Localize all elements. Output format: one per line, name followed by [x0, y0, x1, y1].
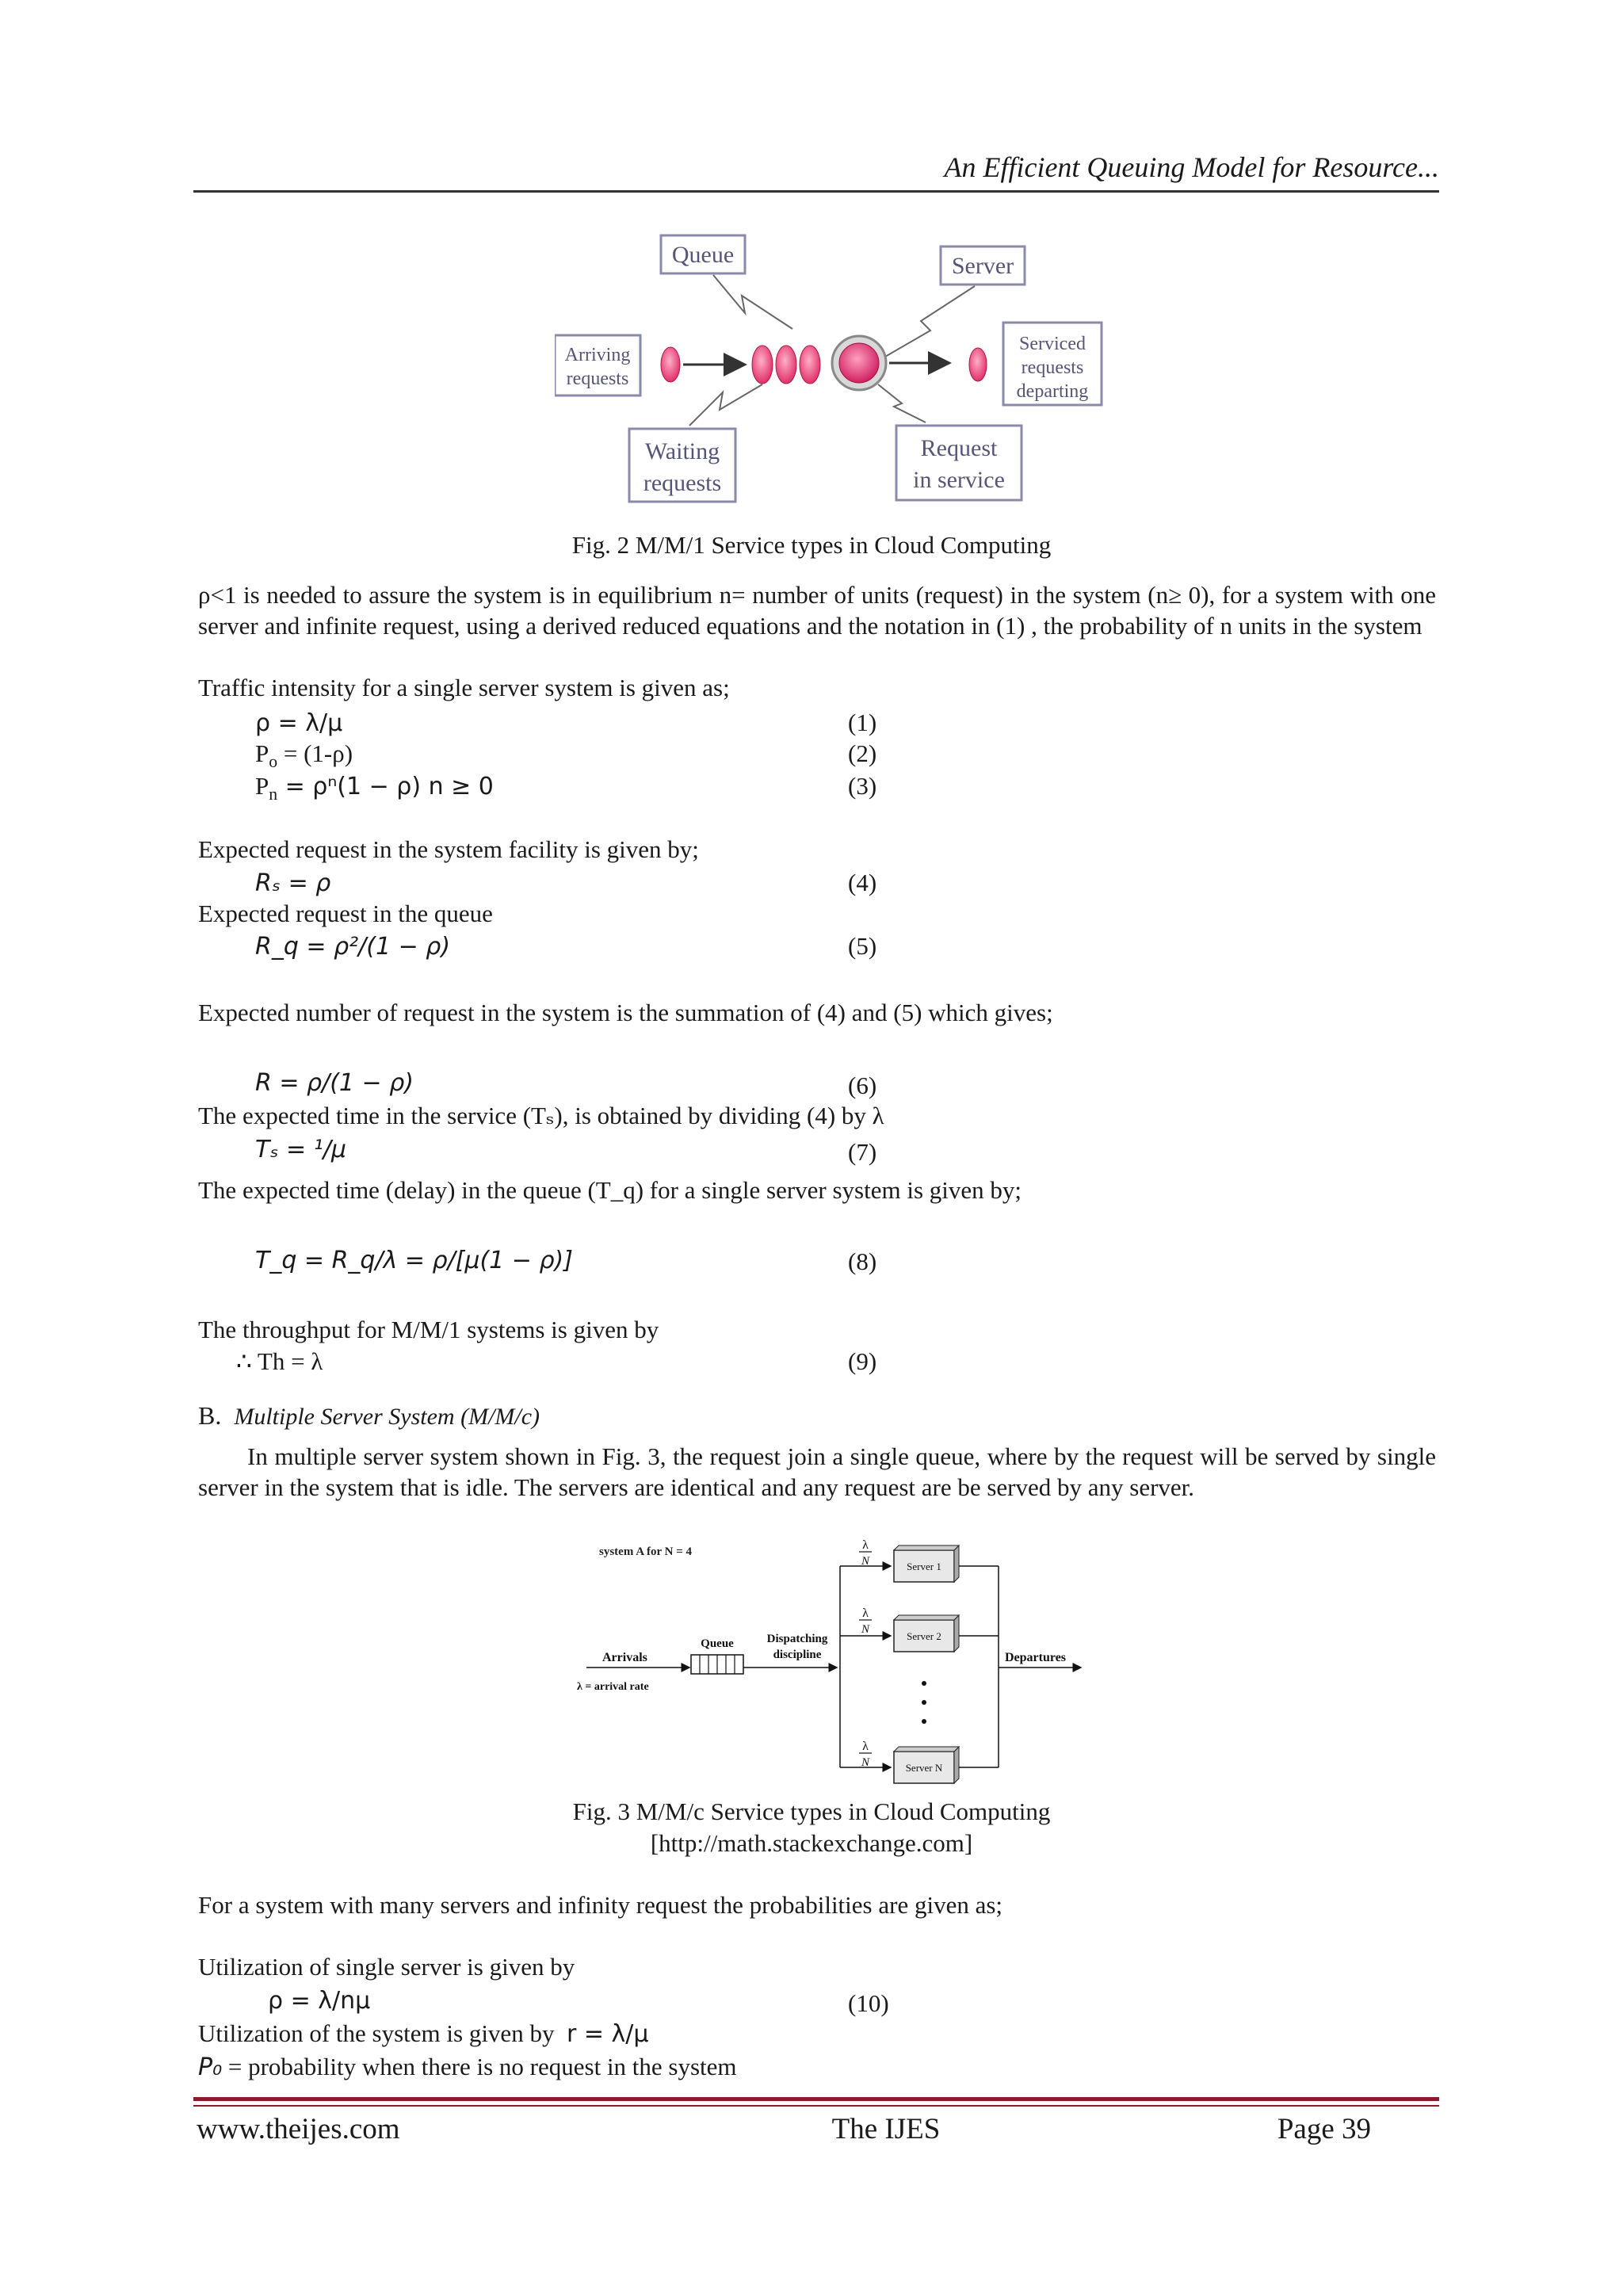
server-n-label: Server N — [905, 1762, 943, 1774]
header-rule — [193, 190, 1439, 193]
serviced-label-3: departing — [1016, 381, 1089, 402]
queued-request-2 — [776, 346, 796, 384]
eq5-number: (5) — [848, 932, 877, 960]
time-service-text: The expected time in the service (Tₛ), is obtained by dividing (4) by λ — [198, 1102, 884, 1129]
eq8: T_q = R_q/λ = ρ/[μ(1 − ρ)] — [255, 1247, 573, 1274]
footer-website: www.theijes.com — [197, 2113, 400, 2145]
expected-queue-text: Expected request in the queue — [198, 900, 493, 927]
server-2-label: Server 2 — [907, 1630, 941, 1642]
fig2-mm1-diagram — [555, 226, 1125, 519]
fig3-caption-2: [http://math.stackexchange.com] — [650, 1829, 973, 1857]
waiting-label-1: Waiting — [644, 438, 720, 464]
server-label: Server — [951, 253, 1014, 279]
eq9: ∴ Th = λ — [236, 1347, 323, 1375]
inservice-label-1: Request — [920, 435, 998, 461]
util-single-text: Utilization of single server is given by — [198, 1953, 575, 1981]
eq2-number: (2) — [848, 739, 877, 767]
rate-n-num: λ — [862, 1740, 869, 1753]
waiting-label-2: requests — [643, 470, 722, 496]
footer-rule-thick — [193, 2097, 1439, 2101]
eq5: R_q = ρ²/(1 − ρ) — [255, 933, 451, 961]
eq3: $P_n = \rho^n(1 - \rho) n \ge 0$ — [255, 772, 494, 804]
para-equilibrium: ρ<1 is needed to assure the system is in equilibrium n= number of units (request) in the system (n≥ 0), for a system with one server and infinite request, using a derived reduced equations and the notation in (1) , the probability of n units in the system — [198, 581, 1436, 640]
system-label: system A for N = 4 — [599, 1545, 693, 1558]
util-system-line: Utilization of the system is given by r = λ/μ — [198, 2019, 649, 2048]
expected-number-text: Expected number of request in the system is the summation of (4) and (5) which gives; — [198, 999, 1053, 1026]
eq4: Rₛ = ρ — [255, 869, 331, 897]
footer-rule-thin — [193, 2105, 1439, 2107]
section-b-heading: B. Multiple Server System (M/M/c) — [198, 1401, 540, 1430]
dispatch-label-2: discipline — [773, 1648, 822, 1661]
rate-2-den: N — [861, 1623, 870, 1636]
server-node — [839, 343, 879, 383]
footer-journal: The IJES — [831, 2113, 941, 2145]
fig3-caption-1: Fig. 3 M/M/c Service types in Cloud Computing — [572, 1797, 1051, 1825]
para-multiple-server: In multiple server system shown in Fig. 3, the request join a single queue, where by the request will be served by single server in the system that is idle. The servers are identical and any request are be served by any server. — [198, 1442, 1436, 1501]
ellipsis-dot-2 — [922, 1700, 926, 1705]
serviced-label-2: requests — [1021, 357, 1084, 378]
eq4-number: (4) — [848, 869, 877, 896]
rate-n-den: N — [861, 1756, 870, 1769]
time-queue-text: The expected time (delay) in the queue (T_q) for a single server system is given by; — [198, 1176, 1022, 1204]
eq3-number: (3) — [848, 772, 877, 800]
dispatch-label-1: Dispatching — [766, 1633, 828, 1645]
eq10: ρ = λ/nμ — [268, 1987, 371, 2015]
ellipsis-dot-1 — [922, 1681, 926, 1686]
arriving-label-1: Arriving — [564, 345, 631, 365]
eq1-number: (1) — [848, 709, 877, 736]
throughput-text: The throughput for M/M/1 systems is given by — [198, 1316, 659, 1343]
queued-request-3 — [800, 346, 820, 384]
fig3-mmc-diagram — [571, 1528, 1094, 1790]
inservice-pointer — [878, 384, 926, 422]
fig2-caption: Fig. 2 M/M/1 Service types in Cloud Computing — [571, 531, 1052, 559]
server-1-label: Server 1 — [907, 1561, 941, 1572]
arriving-label-2: requests — [566, 369, 629, 389]
footer-page-number: Page 39 — [1277, 2113, 1371, 2145]
serviced-label-1: Serviced — [1019, 334, 1086, 354]
arrival-rate-label: λ = arrival rate — [577, 1681, 649, 1693]
queue-pointer — [713, 275, 792, 329]
traffic-intensity-text: Traffic intensity for a single server system is given as; — [198, 674, 730, 701]
expected-facility-text: Expected request in the system facility is given by; — [198, 835, 699, 863]
eq8-number: (8) — [848, 1247, 877, 1275]
queue-label-fig3: Queue — [701, 1637, 734, 1650]
eq7-number: (7) — [848, 1138, 877, 1166]
running-title: An Efficient Queuing Model for Resource... — [944, 151, 1439, 183]
queue-label: Queue — [671, 242, 735, 268]
eq6: R = ρ/(1 − ρ) — [255, 1069, 414, 1097]
inservice-label-2: in service — [913, 467, 1005, 493]
eq7: Tₛ = ¹/μ — [255, 1136, 346, 1163]
server-pointer — [876, 286, 975, 362]
rate-1-den: N — [861, 1555, 870, 1568]
eq2: $P_o = (1-\rho)$ — [255, 739, 353, 772]
rate-1-num: λ — [862, 1538, 869, 1552]
arrivals-label: Arrivals — [602, 1651, 647, 1664]
p0-definition: P₀ = probability when there is no request in the system — [198, 2053, 737, 2081]
departures-label: Departures — [1005, 1651, 1067, 1664]
ellipsis-dot-3 — [922, 1719, 926, 1724]
eq1: ρ = λ/μ — [255, 709, 343, 737]
rate-2-num: λ — [862, 1606, 869, 1620]
arriving-request — [661, 347, 680, 382]
eq9-number: (9) — [848, 1347, 877, 1375]
eq10-number: (10) — [848, 1989, 889, 2017]
departing-request — [969, 348, 987, 381]
queued-request-1 — [752, 346, 773, 384]
eq6-number: (6) — [848, 1072, 877, 1099]
waiting-pointer — [689, 384, 762, 426]
many-servers-text: For a system with many servers and infinity request the probabilities are given as; — [198, 1891, 1003, 1919]
